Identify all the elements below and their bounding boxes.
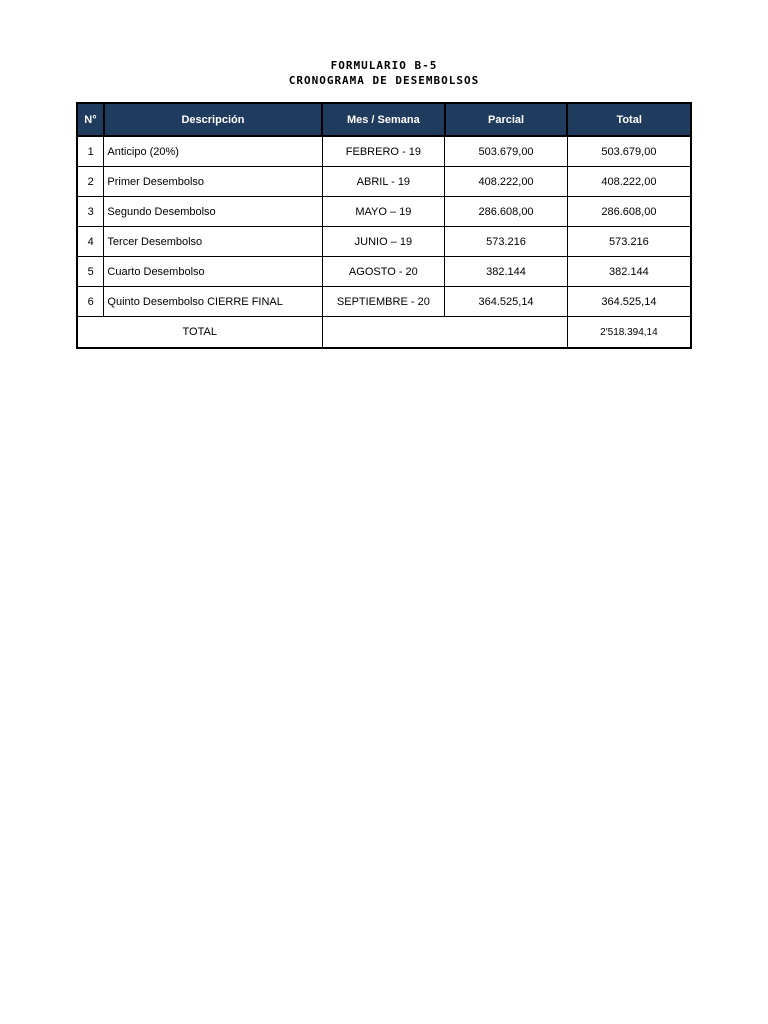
document-header [0, 58, 768, 88]
row-total: 364.525,14 [567, 287, 691, 317]
row-description: Primer Desembolso [104, 167, 322, 197]
row-total: 573.216 [567, 227, 691, 257]
column-header-month-week: Mes / Semana [322, 103, 445, 136]
row-number: 2 [77, 167, 104, 197]
row-month-week: FEBRERO - 19 [322, 136, 445, 167]
row-month-week: SEPTIEMBRE - 20 [322, 287, 445, 317]
row-number: 5 [77, 257, 104, 287]
row-description: Tercer Desembolso [104, 227, 322, 257]
form-subtitle: CRONOGRAMA DE DESEMBOLSOS [288, 74, 480, 87]
row-partial: 573.216 [445, 227, 568, 257]
total-empty-cell [322, 317, 567, 349]
table-row [77, 167, 691, 197]
column-header-total: Total [567, 103, 691, 136]
table-row [77, 257, 691, 287]
grand-total-value: 2'518.394,14 [567, 317, 691, 349]
row-month-week: ABRIL - 19 [322, 167, 445, 197]
form-title: FORMULARIO B-5 [330, 59, 438, 72]
row-number: 6 [77, 287, 104, 317]
row-partial: 408.222,00 [445, 167, 568, 197]
row-month-week: JUNIO – 19 [322, 227, 445, 257]
row-number: 4 [77, 227, 104, 257]
row-partial: 382.144 [445, 257, 568, 287]
row-description: Quinto Desembolso CIERRE FINAL [104, 287, 322, 317]
table-row [77, 227, 691, 257]
row-total: 408.222,00 [567, 167, 691, 197]
disbursement-schedule-table [76, 102, 692, 349]
total-row [77, 317, 691, 349]
row-month-week: AGOSTO - 20 [322, 257, 445, 287]
column-header-number: N° [77, 103, 104, 136]
row-description: Cuarto Desembolso [104, 257, 322, 287]
row-number: 3 [77, 197, 104, 227]
row-total: 503.679,00 [567, 136, 691, 167]
row-number: 1 [77, 136, 104, 167]
column-header-description: Descripción [104, 103, 322, 136]
row-description: Anticipo (20%) [104, 136, 322, 167]
column-header-partial: Parcial [445, 103, 568, 136]
row-month-week: MAYO – 19 [322, 197, 445, 227]
row-partial: 286.608,00 [445, 197, 568, 227]
table-row [77, 287, 691, 317]
row-partial: 503.679,00 [445, 136, 568, 167]
total-label: TOTAL [77, 317, 322, 349]
table-row [77, 197, 691, 227]
table-row [77, 136, 691, 167]
row-total: 382.144 [567, 257, 691, 287]
table-header-row [77, 103, 691, 136]
row-total: 286.608,00 [567, 197, 691, 227]
row-partial: 364.525,14 [445, 287, 568, 317]
row-description: Segundo Desembolso [104, 197, 322, 227]
